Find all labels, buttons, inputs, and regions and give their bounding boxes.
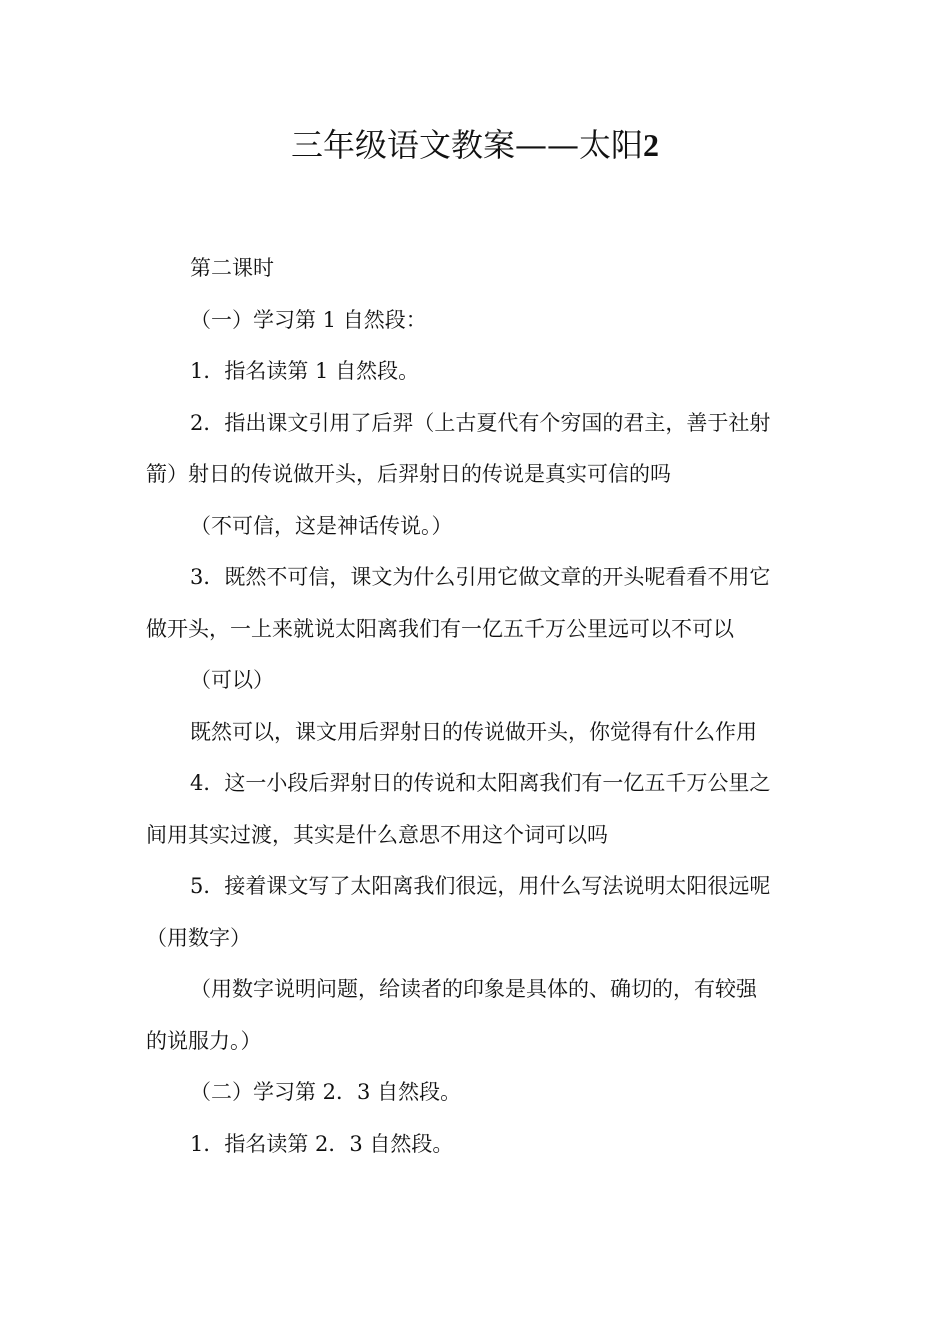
paragraph-line: （用数字） <box>146 925 251 950</box>
paragraph-line: （用数字说明问题，给读者的印象是具体的、确切的，有较强 <box>190 977 757 1001</box>
paragraph-line: 第二课时 <box>190 256 274 280</box>
paragraph-line: （一）学习第 1 自然段： <box>190 307 427 332</box>
paragraph-line: （可以） <box>190 668 274 692</box>
paragraph-line: 间用其实过渡，其实是什么意思不用这个词可以吗 <box>146 822 608 847</box>
paragraph-line: 2．指出课文引用了后羿（上古夏代有个穷国的君主，善于社射 <box>190 410 771 435</box>
paragraph-line: 1．指名读第 1 自然段。 <box>190 359 420 383</box>
document-body <box>146 243 806 1170</box>
paragraph-line: （不可信，这是神话传说。） <box>190 513 453 538</box>
paragraph-line: 4．这一小段后羿射日的传说和太阳离我们有一亿五千万公里之 <box>190 771 771 795</box>
document-title <box>0 120 950 170</box>
paragraph-line: 5．接着课文写了太阳离我们很远，用什么写法说明太阳很远呢 <box>190 874 771 898</box>
paragraph-line: 1．指名读第 2．3 自然段。 <box>190 1131 454 1156</box>
title-number: 2 <box>643 127 659 163</box>
paragraph-line: 做开头，一上来就说太阳离我们有一亿五千万公里远可以不可以 <box>146 616 734 641</box>
title-text: 三年级语文教案——太阳 <box>290 126 643 164</box>
paragraph-line: （二）学习第 2．3 自然段。 <box>190 1080 462 1104</box>
paragraph-line: 3．既然不可信，课文为什么引用它做文章的开头呢看看不用它 <box>190 565 771 589</box>
paragraph-line: 箭）射日的传说做开头，后羿射日的传说是真实可信的吗 <box>146 462 671 486</box>
paragraph-line: 的说服力。） <box>146 1028 262 1053</box>
paragraph-line: 既然可以，课文用后羿射日的传说做开头，你觉得有什么作用 <box>190 719 757 744</box>
